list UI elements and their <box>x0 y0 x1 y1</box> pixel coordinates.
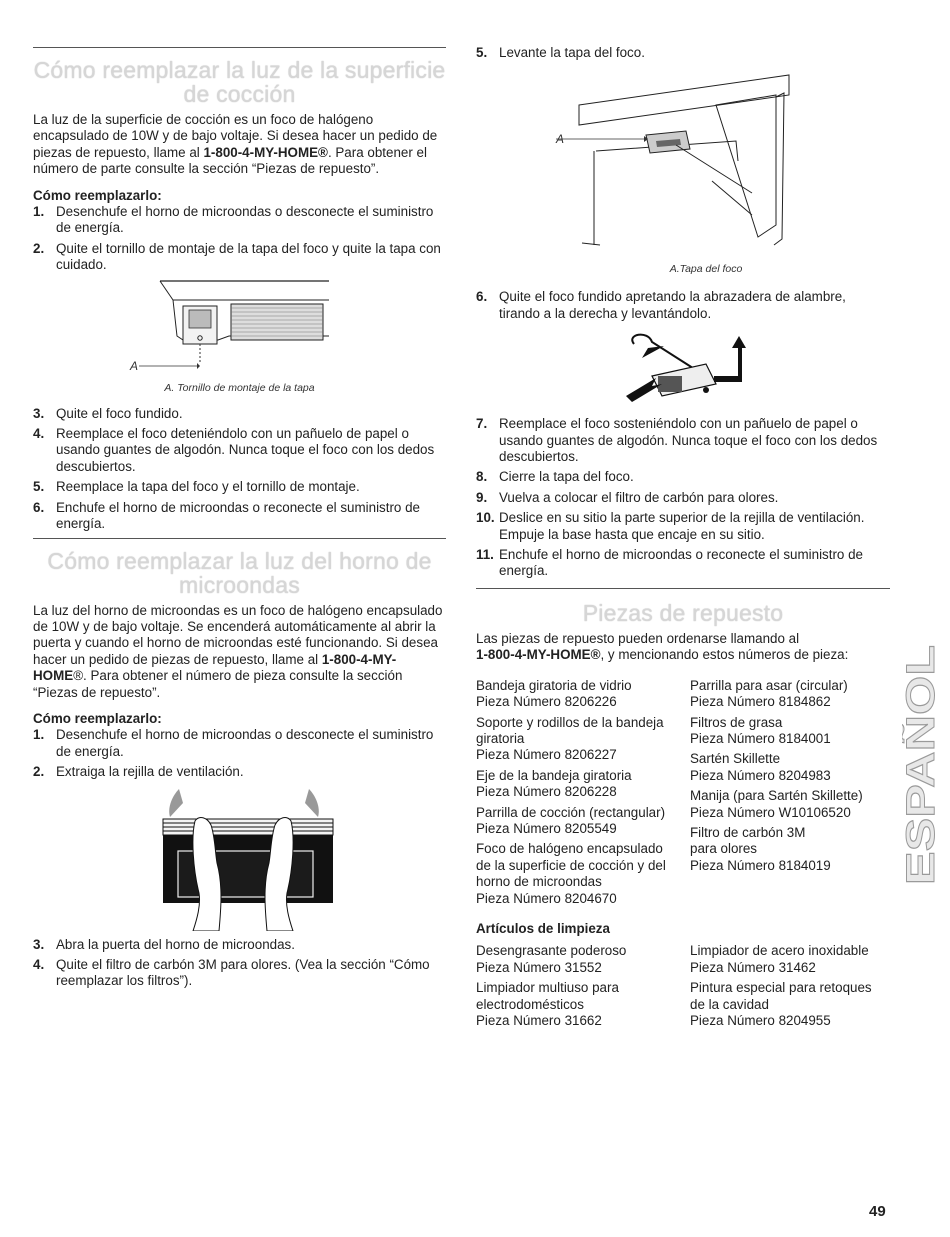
step-number: 3. <box>33 936 45 952</box>
steps-list <box>476 289 890 322</box>
step-text: Enchufe el horno de microondas o reconecte el suministro de energía. <box>56 499 420 532</box>
step-text: Quite el foco fundido. <box>56 405 183 421</box>
page-number: 49 <box>869 1203 886 1220</box>
step-item <box>476 416 890 465</box>
step-text: Reemplace el foco sosteniéndolo con un pañuelo de papel o usando guantes de algodón. Nunca toque el foco con los dedos descubiertos. <box>499 416 878 465</box>
step-item <box>476 547 890 580</box>
title-line: microondas <box>179 571 300 598</box>
figure-lamp-cover <box>476 65 890 276</box>
intro-text: La luz de la superficie de cocción es un foco de halógeno encapsulado de 10W y de bajo voltaje. Si desea hacer un pedido de piezas de repuesto, llame al <box>33 112 438 160</box>
step-text: Enchufe el horno de microondas o reconecte el suministro de energía. <box>499 547 863 579</box>
step-text: Extraiga la rejilla de ventilación. <box>56 764 244 780</box>
part-entry: Manija (para Sartén Skillette) Pieza Número W10106520 <box>690 788 863 820</box>
intro-text: La luz del horno de microondas es un foco de halógeno encapsulado de 10W y de bajo voltaje. Se encenderá automáticamente al abrir la puerta y cuando el horno de microondas esté funcionando. Si desea hacer un pedido de piezas de repuesto, llame al <box>33 602 443 667</box>
phone-number: 1-800-4-MY-HOME <box>33 651 397 684</box>
step-number: 3. <box>33 405 45 421</box>
part-entry: Filtro de carbón 3M para olores Pieza Número 8184019 <box>690 824 831 873</box>
subheading: Cómo reemplazarlo: <box>33 710 162 726</box>
step-item <box>476 45 890 61</box>
language-label: ESPAÑOL <box>902 694 942 885</box>
language-tab <box>902 640 942 885</box>
step-item <box>33 406 446 422</box>
section-rule <box>476 588 890 589</box>
step-number: 4. <box>33 426 45 442</box>
step-text: Levante la tapa del foco. <box>499 45 645 60</box>
parts-column <box>476 678 676 911</box>
step-number: 5. <box>476 45 488 60</box>
part-entry: Soporte y rodillos de la bandeja giratoria Pieza Número 8206227 <box>476 714 664 763</box>
part-entry: Parrilla para asar (circular) Pieza Número 8184862 <box>690 677 848 710</box>
hood-underside-illustration <box>33 278 446 396</box>
step-item <box>33 479 446 495</box>
left-column <box>33 0 446 994</box>
figure-caption: A. Tornillo de montaje de la tapa <box>164 381 315 394</box>
phone-number: 1-800-4-MY-HOME® <box>203 144 328 160</box>
parts-column <box>690 678 890 911</box>
title-line: Cómo reemplazar la luz de la superficie <box>33 57 446 83</box>
step-item <box>33 727 446 760</box>
section-rule <box>33 538 446 539</box>
step-number: 8. <box>476 469 488 485</box>
steps-list <box>476 416 890 580</box>
lamp-cover-illustration <box>476 65 890 273</box>
section-title-surface-light <box>33 58 446 106</box>
step-text: Quite el filtro de carbón 3M para olores. (Vea la sección “Cómo reemplazar los filtros”). <box>56 956 430 989</box>
step-item <box>33 204 446 237</box>
figure-lamp-cover-screw <box>33 278 446 396</box>
phone-number: 1-800-4-MY-HOME® <box>476 647 601 663</box>
figure-label: A <box>556 132 565 147</box>
intro-text: , y mencionando estos números de pieza: <box>600 647 849 663</box>
step-number: 4. <box>33 956 45 972</box>
subheading: Cómo reemplazarlo: <box>33 187 162 203</box>
cleaning-column <box>476 943 676 1033</box>
step-text: Vuelva a colocar el filtro de carbón para olores. <box>499 489 779 505</box>
step-number: 10. <box>476 510 495 526</box>
step-number: 2. <box>33 764 45 780</box>
step-item <box>33 500 446 533</box>
step-number: 6. <box>476 289 488 305</box>
intro-text: ®. Para obtener el número de pieza consulte la sección “Piezas de repuesto”. <box>33 668 403 700</box>
step-text: Deslice en su sitio la parte superior de la rejilla de ventilación. Empuje la base hasta que encaje en su sitio. <box>499 510 865 542</box>
figure-caption: A.Tapa del foco <box>669 263 743 276</box>
part-entry: Eje de la bandeja giratoria Pieza Número 8206228 <box>476 767 632 800</box>
cleaning-table <box>476 943 890 1033</box>
hands-grille-illustration <box>33 785 446 931</box>
step-item <box>476 289 890 322</box>
title-line: Cómo reemplazar la luz del horno de <box>47 547 432 574</box>
right-column <box>476 0 890 1033</box>
step-number: 7. <box>476 416 488 432</box>
steps-list <box>33 204 446 274</box>
part-entry: Foco de halógeno encapsulado de la superficie de cocción y del horno de microondas Pieza Número 8204670 <box>476 841 666 906</box>
step-text: Cierre la tapa del foco. <box>499 469 634 485</box>
step-item <box>476 490 890 506</box>
steps-list <box>33 937 446 990</box>
step-number: 11. <box>476 547 494 563</box>
step-item <box>476 469 890 485</box>
title-line: de cocción <box>183 81 296 107</box>
step-number: 1. <box>33 727 45 743</box>
bulb-clamp-illustration <box>476 326 890 412</box>
step-text: Quite el foco fundido apretando la abrazadera de alambre, tirando a la derecha y levantándolo. <box>499 289 846 321</box>
step-item <box>476 510 890 543</box>
intro-text: Las piezas de repuesto pueden ordenarse llamando al <box>476 630 800 646</box>
section-title-oven-light <box>33 549 446 597</box>
step-number: 2. <box>33 240 45 256</box>
step-item <box>33 937 446 953</box>
cleaning-column <box>690 943 890 1033</box>
step-text: Quite el tornillo de montaje de la tapa del foco y quite la tapa con cuidado. <box>56 240 441 273</box>
part-entry: Desengrasante poderoso Pieza Número 31552 <box>476 943 627 975</box>
cleaning-subheading: Artículos de limpieza <box>476 920 610 936</box>
steps-list <box>476 45 890 61</box>
step-text: Desenchufe el horno de microondas o desconecte el suministro de energía. <box>56 204 434 236</box>
section-rule <box>33 47 446 48</box>
step-item <box>33 764 446 780</box>
part-entry: Sartén Skillette Pieza Número 8204983 <box>690 751 831 783</box>
parts-intro <box>476 631 890 664</box>
step-text: Desenchufe el horno de microondas o desconecte el suministro de energía. <box>56 727 434 759</box>
figure-bulb-removal <box>476 326 890 412</box>
step-text: Reemplace el foco deteniéndolo con un pañuelo de papel o usando guantes de algodón. Nunca toque el foco con los dedos descubiertos. <box>56 426 435 474</box>
step-item <box>33 957 446 990</box>
part-entry: Filtros de grasa Pieza Número 8184001 <box>690 714 831 746</box>
part-entry: Parrilla de cocción (rectangular) Pieza Número 8205549 <box>476 804 666 836</box>
step-text: Abra la puerta del horno de microondas. <box>56 936 295 952</box>
figure-label: A <box>130 358 139 373</box>
step-number: 5. <box>33 479 45 495</box>
step-number: 6. <box>33 499 45 515</box>
intro-text: . Para obtener el número de parte consulte la sección “Piezas de repuesto”. <box>33 144 427 177</box>
section-title-parts: Piezas de repuesto <box>582 599 784 626</box>
steps-list <box>33 406 446 533</box>
steps-list <box>33 727 446 780</box>
surface-light-intro <box>33 112 446 178</box>
step-number: 9. <box>476 489 488 505</box>
part-entry: Pintura especial para retoques de la cavidad Pieza Número 8204955 <box>690 980 872 1028</box>
figure-vent-grille-removal <box>33 785 446 931</box>
step-number: 1. <box>33 204 45 220</box>
oven-light-intro <box>33 603 446 701</box>
step-item <box>33 241 446 274</box>
parts-table <box>476 678 890 911</box>
part-entry: Limpiador de acero inoxidable Pieza Número 31462 <box>690 943 869 975</box>
part-entry: Limpiador multiuso para electrodomésticos Pieza Número 31662 <box>476 980 619 1028</box>
step-item <box>33 426 446 475</box>
step-text: Reemplace la tapa del foco y el tornillo de montaje. <box>56 479 360 495</box>
part-entry: Bandeja giratoria de vidrio Pieza Número 8206226 <box>476 677 632 710</box>
